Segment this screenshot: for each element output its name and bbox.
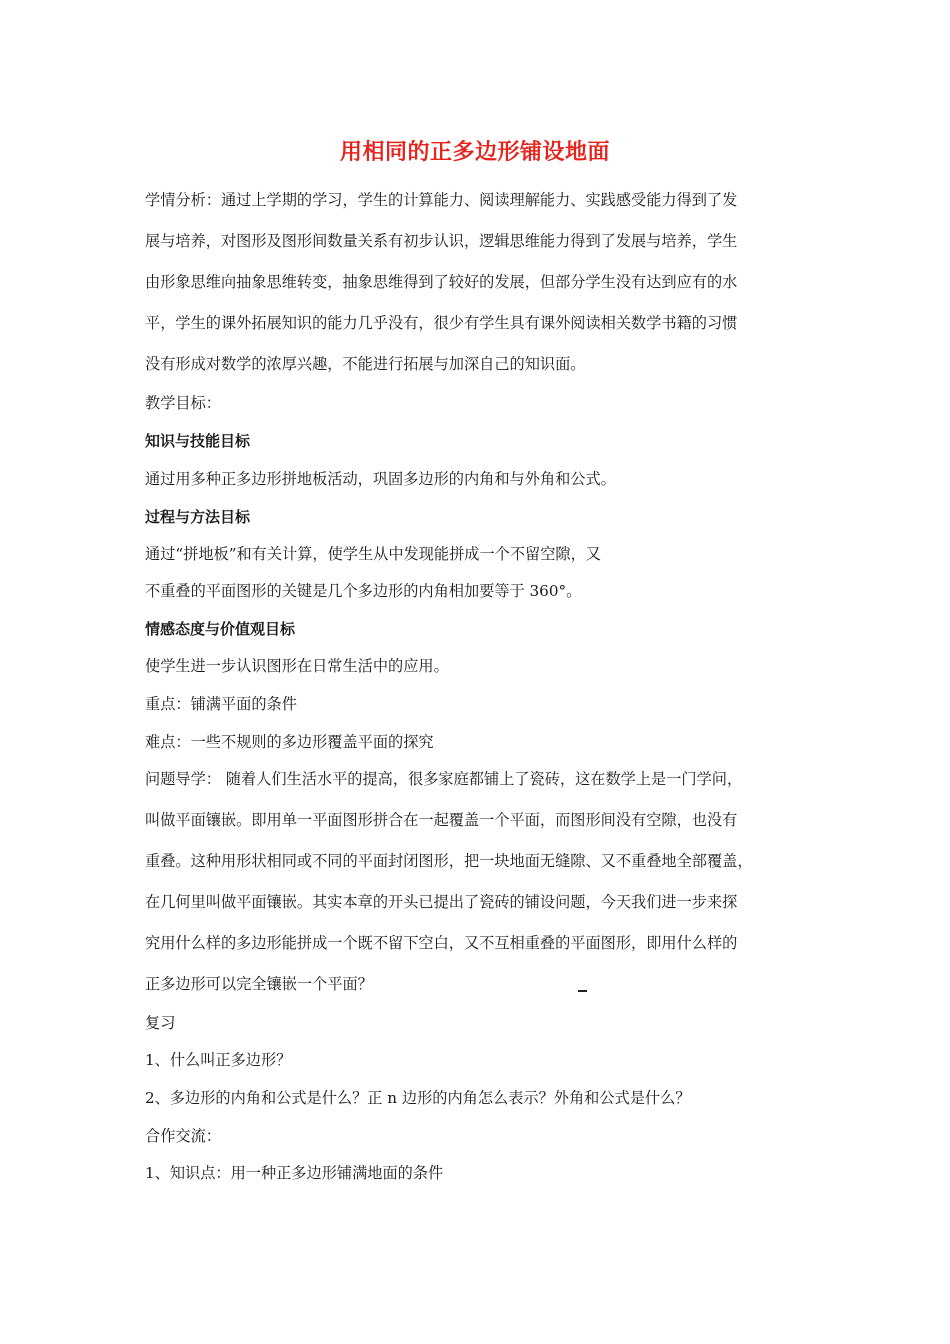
review-question-2: 2、多边形的内角和公式是什么？正 n 边形的内角怎么表示？外角和公式是什么？ xyxy=(145,1089,691,1107)
analysis-line-2: 展与培养，对图形及图形间数量关系有初步认识，逻辑思维能力得到了发展与培养，学生 xyxy=(145,232,738,250)
review-label: 复习 xyxy=(145,1014,176,1032)
cooperation-label: 合作交流： xyxy=(145,1127,221,1145)
guide-line-3: 重叠。这种用形状相同或不同的平面封闭图形，把一块地面无缝隙、又不重叠地全部覆盖， xyxy=(145,852,753,870)
knowledge-point-1: 1、知识点：用一种正多边形铺满地面的条件 xyxy=(145,1164,444,1182)
attitude-values-text: 使学生进一步认识图形在日常生活中的应用。 xyxy=(145,657,449,675)
difficult-point: 难点：一些不规则的多边形覆盖平面的探究 xyxy=(145,733,434,751)
analysis-line-5: 没有形成对数学的浓厚兴趣，不能进行拓展与加深自己的知识面。 xyxy=(145,355,586,373)
knowledge-skills-text: 通过用多种正多边形拼地板活动，巩固多边形的内角和与外角和公式。 xyxy=(145,470,616,488)
attitude-values-heading: 情感态度与价值观目标 xyxy=(145,620,296,638)
text-cursor xyxy=(578,990,587,992)
guide-line-2: 叫做平面镶嵌。即用单一平面图形拼合在一起覆盖一个平面，而图形间没有空隙，也没有 xyxy=(145,811,738,829)
analysis-line-1: 学情分析：通过上学期的学习，学生的计算能力、阅读理解能力、实践感受能力得到了发 xyxy=(145,191,738,209)
document-title: 用相同的正多边形铺设地面 xyxy=(339,140,610,165)
guide-line-6: 正多边形可以完全镶嵌一个平面？ xyxy=(145,975,373,993)
guide-line-1: 问题导学： 随着人们生活水平的提高，很多家庭都铺上了瓷砖，这在数学上是一门学问， xyxy=(145,770,743,788)
analysis-line-3: 由形象思维向抽象思维转变，抽象思维得到了较好的发展，但部分学生没有达到应有的水 xyxy=(145,273,738,291)
review-question-1: 1、什么叫正多边形？ xyxy=(145,1051,292,1069)
process-method-text-2: 不重叠的平面图形的关键是几个多边形的内角相加要等于 360°。 xyxy=(145,582,582,600)
process-method-heading: 过程与方法目标 xyxy=(145,508,251,526)
analysis-line-4: 平，学生的课外拓展知识的能力几乎没有，很少有学生具有课外阅读相关数学书籍的习惯 xyxy=(145,314,738,332)
objectives-label: 教学目标： xyxy=(145,394,221,412)
guide-line-4: 在几何里叫做平面镶嵌。其实本章的开头已提出了瓷砖的铺设问题，今天我们进一步来探 xyxy=(145,893,738,911)
knowledge-skills-heading: 知识与技能目标 xyxy=(145,432,251,450)
key-point: 重点：铺满平面的条件 xyxy=(145,695,297,713)
process-method-text-1: 通过“拼地板”和有关计算，使学生从中发现能拼成一个不留空隙，又 xyxy=(145,545,601,563)
guide-line-5: 究用什么样的多边形能拼成一个既不留下空白，又不互相重叠的平面图形，即用什么样的 xyxy=(145,934,738,952)
